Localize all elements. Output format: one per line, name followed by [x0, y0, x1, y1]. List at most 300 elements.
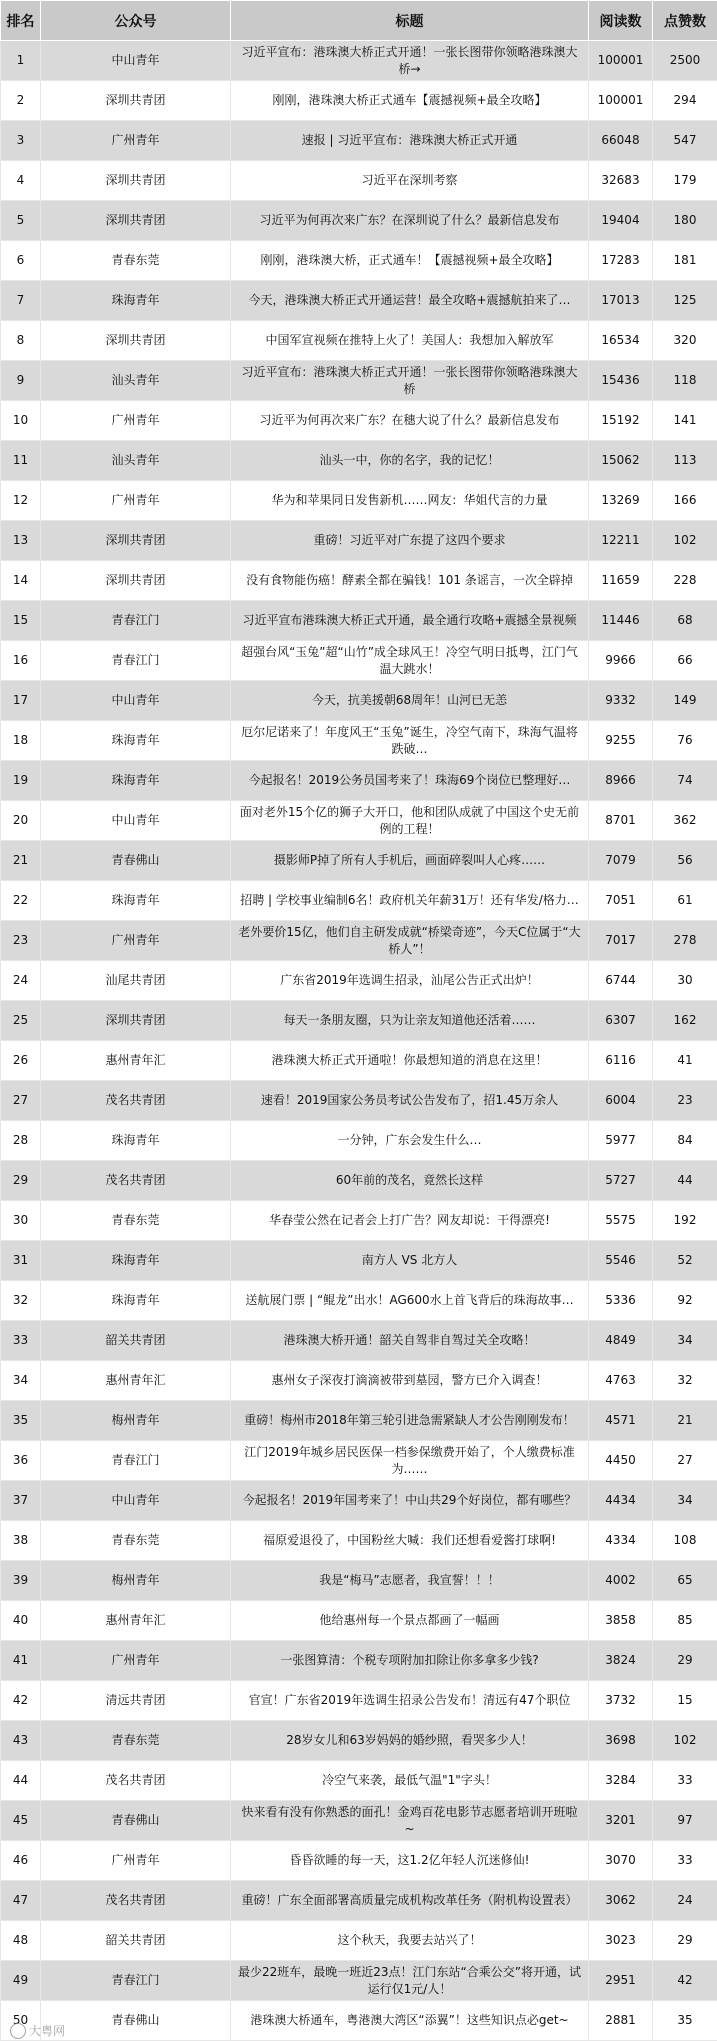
account-cell: 深圳共青团	[41, 81, 231, 121]
watermark	[10, 2022, 65, 2040]
title-cell: 面对老外15个亿的狮子大开口，他和团队成就了中国这个史无前例的工程！	[231, 801, 589, 841]
table-row	[1, 921, 717, 961]
table-row	[1, 481, 717, 521]
table-row	[1, 521, 717, 561]
likes-cell: 125	[653, 281, 717, 321]
reads-cell: 3062	[589, 1881, 653, 1921]
reads-cell: 8966	[589, 761, 653, 801]
table-row	[1, 681, 717, 721]
account-cell: 青春东莞	[41, 241, 231, 281]
likes-cell: 180	[653, 201, 717, 241]
reads-cell: 4450	[589, 1441, 653, 1481]
rank-cell: 18	[1, 721, 41, 761]
title-cell: 广东省2019年选调生招录，汕尾公告正式出炉！	[231, 961, 589, 1001]
table-row	[1, 1401, 717, 1441]
likes-cell: 294	[653, 81, 717, 121]
title-cell: 习近平宣布港珠澳大桥正式开通，最全通行攻略+震撼全景视频	[231, 601, 589, 641]
table-row	[1, 721, 717, 761]
account-cell: 清远共青团	[41, 1681, 231, 1721]
header-likes: 点赞数	[653, 1, 717, 41]
reads-cell: 9966	[589, 641, 653, 681]
title-cell: 一分钟，广东会发生什么…	[231, 1121, 589, 1161]
table-row	[1, 961, 717, 1001]
title-cell: 重磅！广东全面部署高质量完成机构改革任务（附机构设置表）	[231, 1881, 589, 1921]
account-cell: 青春东莞	[41, 1721, 231, 1761]
likes-cell: 92	[653, 1281, 717, 1321]
account-cell: 汕头青年	[41, 441, 231, 481]
reads-cell: 7017	[589, 921, 653, 961]
account-cell: 珠海青年	[41, 721, 231, 761]
rank-cell: 22	[1, 881, 41, 921]
table-row	[1, 361, 717, 401]
table-row	[1, 801, 717, 841]
likes-cell: 74	[653, 761, 717, 801]
table-row	[1, 641, 717, 681]
likes-cell: 228	[653, 561, 717, 601]
reads-cell: 5546	[589, 1241, 653, 1281]
account-cell: 茂名共青团	[41, 1161, 231, 1201]
table-row	[1, 1681, 717, 1721]
likes-cell: 34	[653, 1481, 717, 1521]
likes-cell: 547	[653, 121, 717, 161]
reads-cell: 5575	[589, 1201, 653, 1241]
account-cell: 广州青年	[41, 401, 231, 441]
title-cell: 送航展门票 | “鲲龙”出水！AG600水上首飞背后的珠海故事…	[231, 1281, 589, 1321]
rank-cell: 14	[1, 561, 41, 601]
reads-cell: 17013	[589, 281, 653, 321]
likes-cell: 166	[653, 481, 717, 521]
likes-cell: 68	[653, 601, 717, 641]
reads-cell: 4434	[589, 1481, 653, 1521]
account-cell: 广州青年	[41, 121, 231, 161]
title-cell: 习近平宣布：港珠澳大桥正式开通！一张长图带你领略港珠澳大桥→	[231, 41, 589, 81]
reads-cell: 4763	[589, 1361, 653, 1401]
rank-cell: 33	[1, 1321, 41, 1361]
header-reads: 阅读数	[589, 1, 653, 41]
account-cell: 珠海青年	[41, 281, 231, 321]
header-row	[1, 1, 717, 41]
account-cell: 青春江门	[41, 1961, 231, 2001]
likes-cell: 320	[653, 321, 717, 361]
account-cell: 深圳共青团	[41, 521, 231, 561]
header-account: 公众号	[41, 1, 231, 41]
rank-cell: 45	[1, 1801, 41, 1841]
table-row	[1, 1881, 717, 1921]
account-cell: 中山青年	[41, 801, 231, 841]
rank-cell: 5	[1, 201, 41, 241]
rank-cell: 42	[1, 1681, 41, 1721]
likes-cell: 278	[653, 921, 717, 961]
title-cell: 中国军宣视频在推特上火了！美国人：我想加入解放军	[231, 321, 589, 361]
title-cell: 刚刚，港珠澳大桥正式通车【震撼视频+最全攻略】	[231, 81, 589, 121]
rank-cell: 28	[1, 1121, 41, 1161]
title-cell: 一张图算清：个税专项附加扣除让你多拿多少钱?	[231, 1641, 589, 1681]
likes-cell: 108	[653, 1521, 717, 1561]
reads-cell: 13269	[589, 481, 653, 521]
table-row	[1, 1641, 717, 1681]
reads-cell: 3070	[589, 1841, 653, 1881]
header-rank: 排名	[1, 1, 41, 41]
account-cell: 茂名共青团	[41, 1081, 231, 1121]
account-cell: 深圳共青团	[41, 1001, 231, 1041]
account-cell: 中山青年	[41, 681, 231, 721]
title-cell: 冷空气来袭，最低气温"1"字头！	[231, 1761, 589, 1801]
reads-cell: 9255	[589, 721, 653, 761]
account-cell: 广州青年	[41, 1641, 231, 1681]
title-cell: 刚刚，港珠澳大桥，正式通车！【震撼视频+最全攻略】	[231, 241, 589, 281]
likes-cell: 32	[653, 1361, 717, 1401]
rank-cell: 6	[1, 241, 41, 281]
title-cell: 今天，港珠澳大桥正式开通运营！最全攻略+震撼航拍来了…	[231, 281, 589, 321]
account-cell: 韶关共青团	[41, 1321, 231, 1361]
rank-cell: 27	[1, 1081, 41, 1121]
table-row	[1, 1921, 717, 1961]
title-cell: 最少22班车，最晚一班近23点！江门东站“合乘公交”将开通，试运行仅1元/人！	[231, 1961, 589, 2001]
account-cell: 广州青年	[41, 481, 231, 521]
reads-cell: 4002	[589, 1561, 653, 1601]
account-cell: 深圳共青团	[41, 161, 231, 201]
table-row	[1, 1041, 717, 1081]
rank-cell: 32	[1, 1281, 41, 1321]
table-row	[1, 761, 717, 801]
table-row	[1, 1561, 717, 1601]
account-cell: 深圳共青团	[41, 321, 231, 361]
account-cell: 韶关共青团	[41, 1921, 231, 1961]
table-row	[1, 1001, 717, 1041]
table-body	[1, 41, 717, 2041]
table-row	[1, 1801, 717, 1841]
likes-cell: 2500	[653, 41, 717, 81]
likes-cell: 65	[653, 1561, 717, 1601]
table-row	[1, 841, 717, 881]
title-cell: 今天，抗美援朝68周年！山河已无恙	[231, 681, 589, 721]
reads-cell: 3023	[589, 1921, 653, 1961]
account-cell: 深圳共青团	[41, 201, 231, 241]
likes-cell: 15	[653, 1681, 717, 1721]
reads-cell: 5727	[589, 1161, 653, 1201]
reads-cell: 15062	[589, 441, 653, 481]
title-cell: 他给惠州每一个景点都画了一幅画	[231, 1601, 589, 1641]
title-cell: 江门2019年城乡居民医保一档参保缴费开始了，个人缴费标准为……	[231, 1441, 589, 1481]
reads-cell: 5977	[589, 1121, 653, 1161]
reads-cell: 11446	[589, 601, 653, 641]
rank-cell: 24	[1, 961, 41, 1001]
title-cell: 南方人 VS 北方人	[231, 1241, 589, 1281]
likes-cell: 56	[653, 841, 717, 881]
reads-cell: 16534	[589, 321, 653, 361]
table-row	[1, 121, 717, 161]
rank-cell: 3	[1, 121, 41, 161]
rank-cell: 21	[1, 841, 41, 881]
title-cell: 重磅！梅州市2018年第三轮引进急需紧缺人才公告刚刚发布！	[231, 1401, 589, 1441]
rank-cell: 35	[1, 1401, 41, 1441]
reads-cell: 11659	[589, 561, 653, 601]
reads-cell: 6307	[589, 1001, 653, 1041]
account-cell: 珠海青年	[41, 881, 231, 921]
reads-cell: 3858	[589, 1601, 653, 1641]
title-cell: 今起报名！2019年国考来了！中山共29个好岗位，都有哪些？	[231, 1481, 589, 1521]
rank-cell: 26	[1, 1041, 41, 1081]
rank-cell: 40	[1, 1601, 41, 1641]
account-cell: 青春江门	[41, 641, 231, 681]
reads-cell: 2881	[589, 2001, 653, 2041]
account-cell: 青春佛山	[41, 1801, 231, 1841]
likes-cell: 85	[653, 1601, 717, 1641]
likes-cell: 52	[653, 1241, 717, 1281]
likes-cell: 35	[653, 2001, 717, 2041]
account-cell: 梅州青年	[41, 1401, 231, 1441]
account-cell: 珠海青年	[41, 761, 231, 801]
reads-cell: 6744	[589, 961, 653, 1001]
table-row	[1, 161, 717, 201]
title-cell: 速看！2019国家公务员考试公告发布了，招1.45万余人	[231, 1081, 589, 1121]
rank-cell: 1	[1, 41, 41, 81]
account-cell: 惠州青年汇	[41, 1601, 231, 1641]
table-row	[1, 1841, 717, 1881]
account-cell: 深圳共青团	[41, 561, 231, 601]
rank-cell: 17	[1, 681, 41, 721]
rank-cell: 30	[1, 1201, 41, 1241]
rank-cell: 34	[1, 1361, 41, 1401]
rank-cell: 2	[1, 81, 41, 121]
reads-cell: 4849	[589, 1321, 653, 1361]
account-cell: 惠州青年汇	[41, 1361, 231, 1401]
title-cell: 60年前的茂名，竟然长这样	[231, 1161, 589, 1201]
rank-cell: 29	[1, 1161, 41, 1201]
likes-cell: 181	[653, 241, 717, 281]
likes-cell: 362	[653, 801, 717, 841]
account-cell: 青春东莞	[41, 1201, 231, 1241]
title-cell: 摄影师P掉了所有人手机后，画面碎裂叫人心疼……	[231, 841, 589, 881]
table-row	[1, 241, 717, 281]
title-cell: 厄尔尼诺来了！年度风王“玉兔”诞生，冷空气南下，珠海气温将跌破…	[231, 721, 589, 761]
title-cell: 昏昏欲睡的每一天，这1.2亿年轻人沉迷修仙!	[231, 1841, 589, 1881]
likes-cell: 34	[653, 1321, 717, 1361]
likes-cell: 118	[653, 361, 717, 401]
table-header	[1, 1, 717, 41]
account-cell: 青春佛山	[41, 2001, 231, 2041]
title-cell: 招聘 | 学校事业编制6名！政府机关年薪31万！还有华发/格力…	[231, 881, 589, 921]
title-cell: 习近平为何再次来广东？在穗大说了什么？最新信息发布	[231, 401, 589, 441]
table-row	[1, 1761, 717, 1801]
table-row	[1, 41, 717, 81]
watermark-logo-icon	[10, 2023, 26, 2039]
title-cell: 福原爱退役了，中国粉丝大喊：我们还想看爱酱打球啊!	[231, 1521, 589, 1561]
title-cell: 我是“梅马”志愿者，我宣誓！！！	[231, 1561, 589, 1601]
title-cell: 华春莹公然在记者会上打广告？网友却说：干得漂亮!	[231, 1201, 589, 1241]
table-row	[1, 1721, 717, 1761]
rank-cell: 9	[1, 361, 41, 401]
reads-cell: 7079	[589, 841, 653, 881]
reads-cell: 5336	[589, 1281, 653, 1321]
reads-cell: 7051	[589, 881, 653, 921]
likes-cell: 27	[653, 1441, 717, 1481]
rank-cell: 12	[1, 481, 41, 521]
likes-cell: 33	[653, 1761, 717, 1801]
title-cell: 惠州女子深夜打滴滴被带到墓园，警方已介入调查！	[231, 1361, 589, 1401]
table-row	[1, 81, 717, 121]
title-cell: 习近平为何再次来广东？在深圳说了什么？最新信息发布	[231, 201, 589, 241]
likes-cell: 21	[653, 1401, 717, 1441]
account-cell: 广州青年	[41, 921, 231, 961]
likes-cell: 61	[653, 881, 717, 921]
reads-cell: 15192	[589, 401, 653, 441]
title-cell: 汕头一中，你的名字，我的记忆！	[231, 441, 589, 481]
title-cell: 港珠澳大桥正式开通啦！你最想知道的消息在这里！	[231, 1041, 589, 1081]
likes-cell: 24	[653, 1881, 717, 1921]
likes-cell: 23	[653, 1081, 717, 1121]
header-title: 标题	[231, 1, 589, 41]
title-cell: 港珠澳大桥通车，粤港澳大湾区“添翼”！这些知识点必get~	[231, 2001, 589, 2041]
table-row	[1, 1161, 717, 1201]
rank-cell: 11	[1, 441, 41, 481]
title-cell: 没有食物能伤癌！酵素全都在骗钱！101 条谣言，一次全辟掉	[231, 561, 589, 601]
reads-cell: 19404	[589, 201, 653, 241]
table-row	[1, 1121, 717, 1161]
watermark-text: 大粤网	[29, 2023, 66, 2038]
reads-cell: 9332	[589, 681, 653, 721]
account-cell: 茂名共青团	[41, 1761, 231, 1801]
table-row	[1, 1241, 717, 1281]
title-cell: 28岁女儿和63岁妈妈的婚纱照，看哭多少人！	[231, 1721, 589, 1761]
title-cell: 习近平在深圳考察	[231, 161, 589, 201]
reads-cell: 4334	[589, 1521, 653, 1561]
title-cell: 快来看有没有你熟悉的面孔！金鸡百花电影节志愿者培训开班啦~	[231, 1801, 589, 1841]
rank-cell: 15	[1, 601, 41, 641]
account-cell: 青春江门	[41, 1441, 231, 1481]
likes-cell: 29	[653, 1921, 717, 1961]
reads-cell: 15436	[589, 361, 653, 401]
likes-cell: 42	[653, 1961, 717, 2001]
table-row	[1, 1321, 717, 1361]
table-row	[1, 881, 717, 921]
table-row	[1, 1961, 717, 2001]
rank-cell: 47	[1, 1881, 41, 1921]
rank-cell: 23	[1, 921, 41, 961]
rank-cell: 49	[1, 1961, 41, 2001]
account-cell: 珠海青年	[41, 1241, 231, 1281]
reads-cell: 3284	[589, 1761, 653, 1801]
reads-cell: 6116	[589, 1041, 653, 1081]
title-cell: 这个秋天，我要去站兴了！	[231, 1921, 589, 1961]
likes-cell: 179	[653, 161, 717, 201]
table-row	[1, 281, 717, 321]
reads-cell: 100001	[589, 81, 653, 121]
title-cell: 习近平宣布：港珠澳大桥正式开通！一张长图带你领略港珠澳大桥	[231, 361, 589, 401]
reads-cell: 100001	[589, 41, 653, 81]
account-cell: 中山青年	[41, 1481, 231, 1521]
rank-cell: 37	[1, 1481, 41, 1521]
reads-cell: 6004	[589, 1081, 653, 1121]
table-row	[1, 441, 717, 481]
rank-cell: 39	[1, 1561, 41, 1601]
reads-cell: 8701	[589, 801, 653, 841]
table-row	[1, 1521, 717, 1561]
rank-cell: 31	[1, 1241, 41, 1281]
reads-cell: 3824	[589, 1641, 653, 1681]
likes-cell: 149	[653, 681, 717, 721]
title-cell: 港珠澳大桥开通！韶关自驾非自驾过关全攻略！	[231, 1321, 589, 1361]
rank-cell: 19	[1, 761, 41, 801]
title-cell: 华为和苹果同日发售新机……网友：华姐代言的力量	[231, 481, 589, 521]
reads-cell: 2951	[589, 1961, 653, 2001]
likes-cell: 192	[653, 1201, 717, 1241]
likes-cell: 97	[653, 1801, 717, 1841]
account-cell: 青春佛山	[41, 841, 231, 881]
rank-cell: 50	[1, 2001, 41, 2041]
rank-cell: 8	[1, 321, 41, 361]
reads-cell: 4571	[589, 1401, 653, 1441]
likes-cell: 102	[653, 521, 717, 561]
rank-cell: 13	[1, 521, 41, 561]
table-row	[1, 321, 717, 361]
likes-cell: 66	[653, 641, 717, 681]
likes-cell: 113	[653, 441, 717, 481]
account-cell: 珠海青年	[41, 1281, 231, 1321]
likes-cell: 76	[653, 721, 717, 761]
likes-cell: 30	[653, 961, 717, 1001]
table-row	[1, 1281, 717, 1321]
account-cell: 汕尾共青团	[41, 961, 231, 1001]
rank-cell: 41	[1, 1641, 41, 1681]
reads-cell: 3732	[589, 1681, 653, 1721]
likes-cell: 44	[653, 1161, 717, 1201]
reads-cell: 66048	[589, 121, 653, 161]
title-cell: 超强台风“玉兔”超“山竹”成全球风王！冷空气明日抵粤，江门气温大跳水！	[231, 641, 589, 681]
likes-cell: 41	[653, 1041, 717, 1081]
rank-cell: 48	[1, 1921, 41, 1961]
likes-cell: 33	[653, 1841, 717, 1881]
title-cell: 老外要价15亿，他们自主研发成就“桥梁奇迹”，今天C位属于“大桥人”！	[231, 921, 589, 961]
title-cell: 今起报名！2019公务员国考来了！珠海69个岗位已整理好…	[231, 761, 589, 801]
table-row	[1, 1361, 717, 1401]
account-cell: 中山青年	[41, 41, 231, 81]
title-cell: 每天一条朋友圈，只为让亲友知道他还活着……	[231, 1001, 589, 1041]
likes-cell: 29	[653, 1641, 717, 1681]
account-cell: 茂名共青团	[41, 1881, 231, 1921]
title-cell: 官宣！广东省2019年选调生招录公告发布！清远有47个职位	[231, 1681, 589, 1721]
account-cell: 惠州青年汇	[41, 1041, 231, 1081]
table-row	[1, 2001, 717, 2041]
account-cell: 珠海青年	[41, 1121, 231, 1161]
likes-cell: 84	[653, 1121, 717, 1161]
title-cell: 重磅！习近平对广东提了这四个要求	[231, 521, 589, 561]
rank-cell: 38	[1, 1521, 41, 1561]
rank-cell: 16	[1, 641, 41, 681]
rank-cell: 20	[1, 801, 41, 841]
table-row	[1, 1081, 717, 1121]
account-cell: 汕头青年	[41, 361, 231, 401]
account-cell: 青春东莞	[41, 1521, 231, 1561]
table-row	[1, 601, 717, 641]
reads-cell: 17283	[589, 241, 653, 281]
title-cell: 速报 | 习近平宣布：港珠澳大桥正式开通	[231, 121, 589, 161]
rank-cell: 7	[1, 281, 41, 321]
rank-cell: 46	[1, 1841, 41, 1881]
table-row	[1, 201, 717, 241]
account-cell: 广州青年	[41, 1841, 231, 1881]
likes-cell: 141	[653, 401, 717, 441]
table-row	[1, 1601, 717, 1641]
reads-cell: 3201	[589, 1801, 653, 1841]
likes-cell: 102	[653, 1721, 717, 1761]
rank-cell: 36	[1, 1441, 41, 1481]
table-row	[1, 1201, 717, 1241]
account-cell: 梅州青年	[41, 1561, 231, 1601]
account-cell: 青春江门	[41, 601, 231, 641]
table-row	[1, 1481, 717, 1521]
table-row	[1, 1441, 717, 1481]
